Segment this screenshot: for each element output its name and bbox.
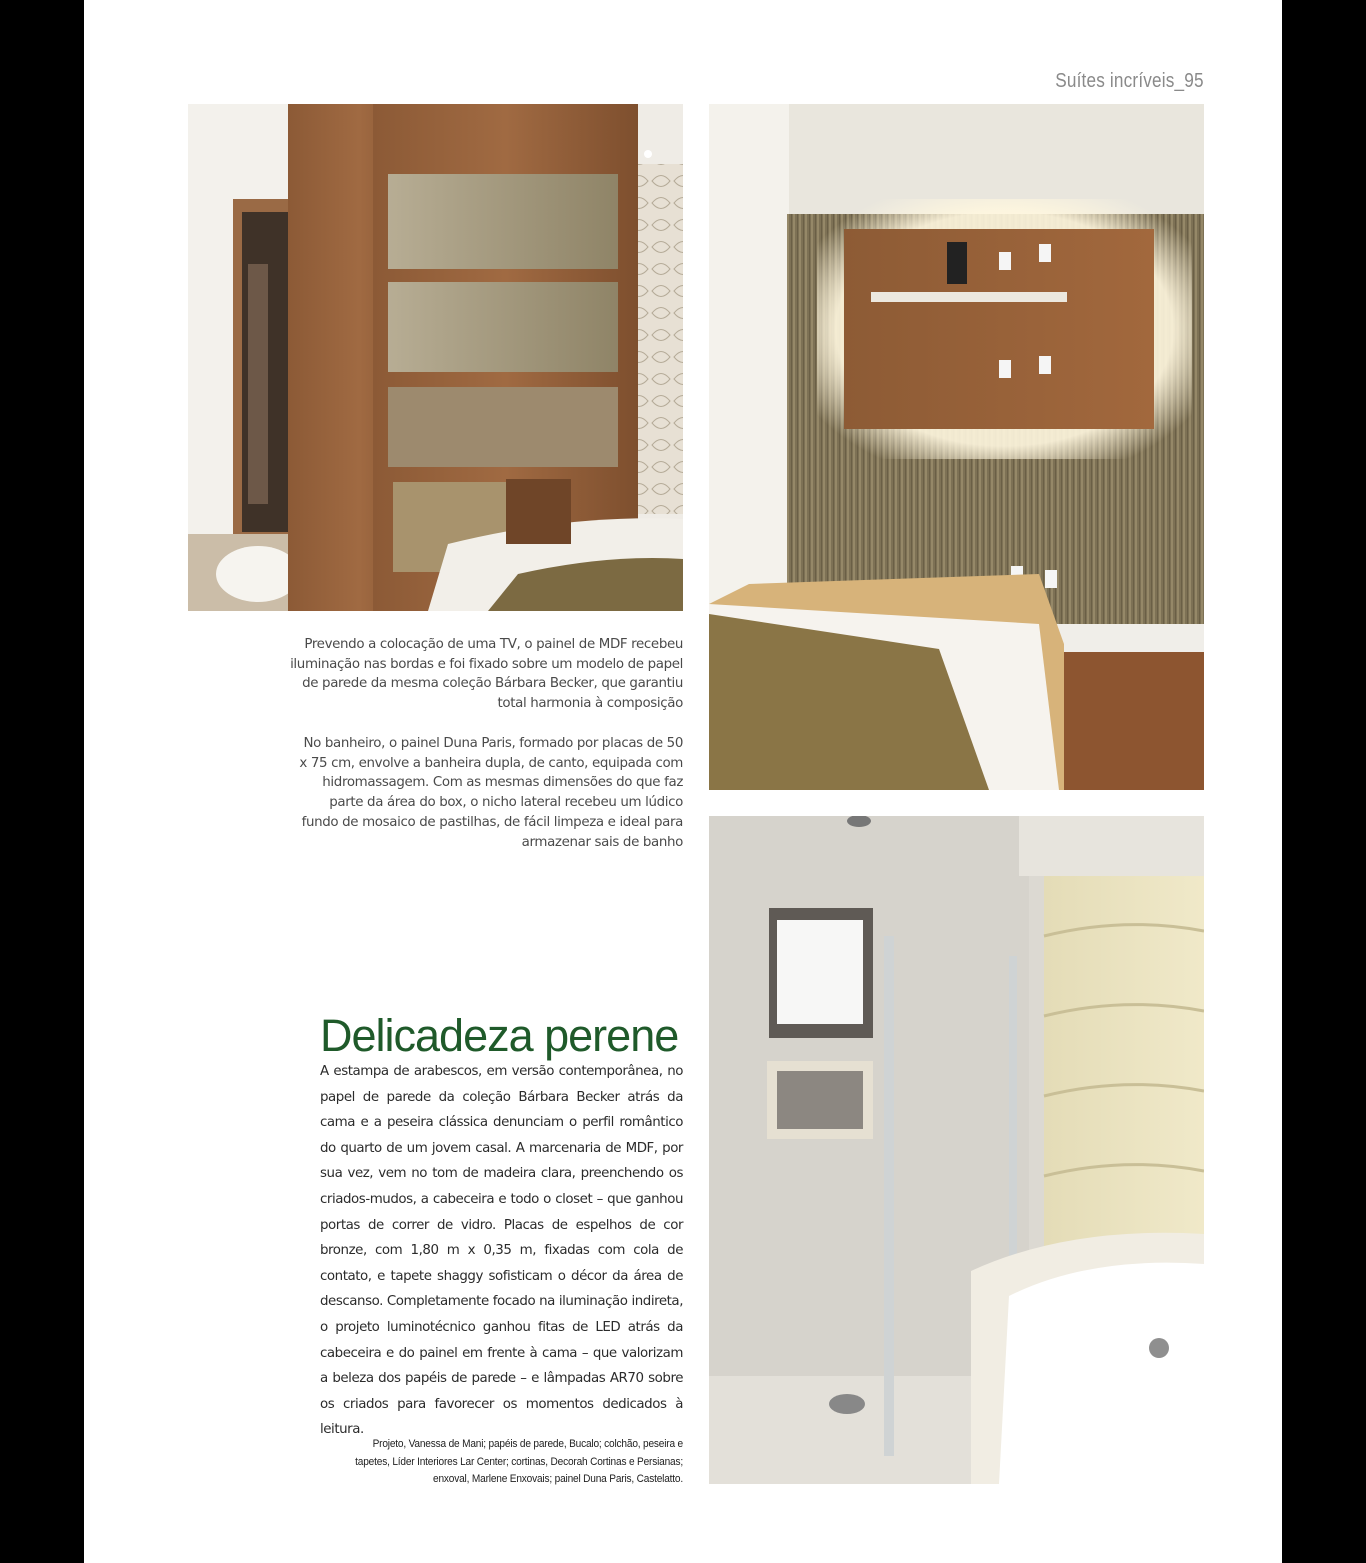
- tv-panel-caption: Prevendo a colocação de uma TV, o painel de MDF recebeu iluminação nas bordas e foi fixado sobre um modelo de papel de parede da mesma coleção Bárbara Becker, que garantiu total harmonia à composição: [290, 637, 683, 712]
- article-headline: Delicadeza perene: [320, 1010, 679, 1061]
- article-credits: Projeto, Vanessa de Mani; papéis de parede, Bucalo; colchão, peseira e tapetes, Líder Interiores Lar Center; cortinas, Decorah Cortinas e Persianas; enxoval, Marlene Enxovais; painel Duna Paris, Castelatto.: [355, 1438, 683, 1485]
- tv-panel-photo: [709, 104, 1204, 790]
- article-body: A estampa de arabescos, em versão contemporânea, no papel de parede da coleção Bárbara Becker atrás da cama e a peseira clássica denunciam o perfil romântico do quarto de um jovem casal. A marcenaria de MDF, por sua vez, vem no tom de madeira clara, preenchendo os criados-mudos, a cabeceira e todo o closet – que ganhou portas de correr de vidro. Placas de espelhos de cor bronze, com 1,80 m x 0,35 m, fixadas com cola de contato, e tapete shaggy sofisticam o décor da área de descanso. Completamente focado na iluminação indireta, o projeto luminotécnico ganhou fitas de LED atrás da cabeceira e do painel em frente à cama – que valorizam a beleza dos papéis de parede – e lâmpadas AR70 sobre os criados para favorecer os momentos dedicados à leitura.: [320, 1064, 683, 1438]
- page-folio: Suítes incríveis_95: [1055, 70, 1204, 92]
- bathroom-photo: [709, 816, 1204, 1484]
- magazine-page: [84, 0, 1282, 1563]
- bedroom-photo: [188, 104, 683, 611]
- bathroom-caption: No banheiro, o painel Duna Paris, formado por placas de 50 x 75 cm, envolve a banheira dupla, de canto, equipada com hidromassagem. Com as mesmas dimensões do que faz parte da área do box, o nicho lateral recebeu um lúdico fundo de mosaico de pastilhas, de fácil limpeza e ideal para armazenar sais de banho: [299, 736, 683, 850]
